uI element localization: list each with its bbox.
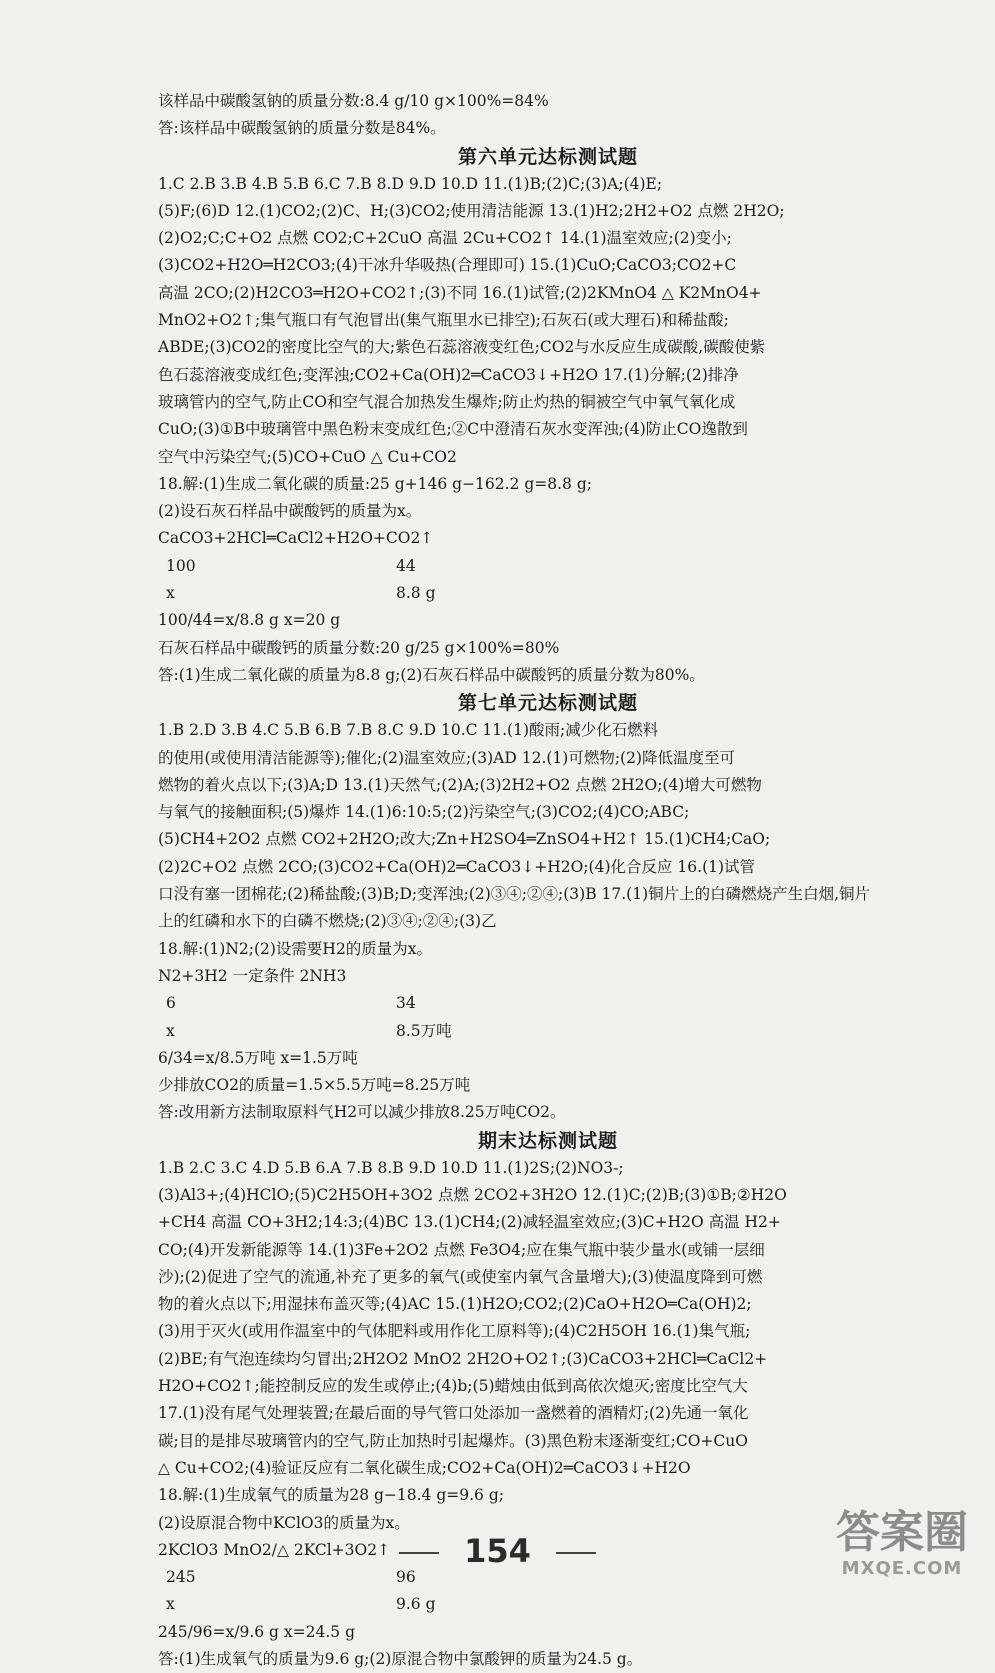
answer-line: 答:改用新方法制取原料气H2可以减少排放8.25万吨CO2。 xyxy=(158,1103,566,1122)
ratio-left: 100 xyxy=(166,556,196,575)
answer-line: CO;(4)开发新能源等 14.(1)3Fe+2O2 点燃 Fe3O4;应在集气瓶中装少量水(或铺一层细 xyxy=(158,1240,765,1259)
answer-line: 18.解:(1)生成二氧化碳的质量:25 g+146 g−162.2 g=8.8 g; xyxy=(158,474,592,493)
equation-ratio-row xyxy=(158,580,938,607)
answer-line: △ Cu+CO2;(4)验证反应有二氧化碳生成;CO2+Ca(OH)2═CaCO3↓+H2O xyxy=(158,1458,691,1477)
answer-line: 1.B 2.C 3.C 4.D 5.B 6.A 7.B 8.B 9.D 10.D 11.(1)2S;(2)NO3-; xyxy=(158,1158,624,1177)
answer-line: (2)BE;有气泡连续均匀冒出;2H2O2 MnO2 2H2O+O2↑;(3)CaCO3+2HCl═CaCl2+ xyxy=(158,1349,768,1368)
answer-line: CaCO3+2HCl═CaCl2+H2O+CO2↑ xyxy=(158,529,434,548)
ratio-right: 8.5万吨 xyxy=(396,1021,452,1040)
watermark-logo-text: 答案圈 xyxy=(836,1507,968,1558)
watermark-site: MXQE.COM xyxy=(841,1558,963,1579)
answer-line: 的使用(或使用清洁能源等);催化;(2)温室效应;(3)AD 12.(1)可燃物;(2)降低温度至可 xyxy=(158,748,736,767)
answer-line: (2)设石灰石样品中碳酸钙的质量为x。 xyxy=(158,502,422,521)
answer-line: 沙);(2)促进了空气的流通,补充了更多的氧气(或使室内氧气含量增大);(3)使温度降到可燃 xyxy=(158,1267,763,1286)
equation-ratio-row xyxy=(158,553,938,580)
answer-line: 物的着火点以下;用湿抹布盖灭等;(4)AC 15.(1)H2O;CO2;(2)CaO+H2O═Ca(OH)2; xyxy=(158,1295,752,1314)
answer-line: 色石蕊溶液变成红色;变浑浊;CO2+Ca(OH)2═CaCO3↓+H2O 17.(1)分解;(2)排净 xyxy=(158,365,739,384)
equation-ratio-row xyxy=(158,1591,938,1618)
answer-line: 该样品中碳酸氢钠的质量分数:8.4 g/10 g×100%=84% xyxy=(158,92,549,110)
answer-line: 少排放CO2的质量=1.5×5.5万吨=8.25万吨 xyxy=(158,1076,471,1095)
ratio-right: 44 xyxy=(396,556,416,575)
answer-line: +CH4 高温 CO+3H2;14:3;(4)BC 13.(1)CH4;(2)减轻温室效应;(3)C+H2O 高温 H2+ xyxy=(158,1213,781,1232)
answer-line: 与氧气的接触面积;(5)爆炸 14.(1)6:10:5;(2)污染空气;(3)CO2;(4)CO;ABC; xyxy=(158,803,690,822)
answer-line: 1.C 2.B 3.B 4.B 5.B 6.C 7.B 8.D 9.D 10.D 11.(1)B;(2)C;(3)A;(4)E; xyxy=(158,174,663,193)
equation-ratio-row xyxy=(158,1018,938,1045)
answer-line: 石灰石样品中碳酸钙的质量分数:20 g/25 g×100%=80% xyxy=(158,638,560,657)
answer-line: H2O+CO2↑;能控制反应的发生或停止;(4)b;(5)蜡烛由低到高依次熄灭;密度比空气大 xyxy=(158,1377,748,1396)
answer-line: (3)用于灭火(或用作温室中的气体肥料或用作化工原料等);(4)C2H5OH 16.(1)集气瓶; xyxy=(158,1322,751,1341)
ratio-left: 6 xyxy=(166,994,176,1013)
equation-ratio-row xyxy=(158,990,938,1017)
answer-line: 答:该样品中碳酸氢钠的质量分数是84%。 xyxy=(158,119,446,138)
answer-line: 2KClO3 MnO2/△ 2KCl+3O2↑ xyxy=(158,1540,391,1559)
answer-line: 空气中污染空气;(5)CO+CuO △ Cu+CO2 xyxy=(158,447,457,466)
ratio-right: 8.8 g xyxy=(396,584,436,603)
answer-line: 18.解:(1)N2;(2)设需要H2的质量为x。 xyxy=(158,939,433,958)
answer-line: 17.(1)没有尾气处理装置;在最后面的导气管口处添加一盏燃着的酒精灯;(2)先通一氧化 xyxy=(158,1404,749,1423)
answer-line: 18.解:(1)生成氧气的质量为28 g−18.4 g=9.6 g; xyxy=(158,1486,504,1505)
ratio-left: x xyxy=(166,1595,175,1614)
answer-line: (5)CH4+2O2 点燃 CO2+2H2O;改大;Zn+H2SO4═ZnSO4+H2↑ 15.(1)CH4;CaO; xyxy=(158,830,771,849)
ratio-left: x xyxy=(166,1021,175,1040)
ratio-left: x xyxy=(166,584,175,603)
section-title: 第六单元达标测试题 xyxy=(457,145,638,168)
answer-line: (2)2C+O2 点燃 2CO;(3)CO2+Ca(OH)2═CaCO3↓+H2O;(4)化合反应 16.(1)试管 xyxy=(158,857,756,876)
answer-line: 玻璃管内的空气,防止CO和空气混合加热发生爆炸;防止灼热的铜被空气中氧气氧化成 xyxy=(158,392,736,411)
answer-line: 答:(1)生成氧气的质量为9.6 g;(2)原混合物中氯酸钾的质量为24.5 g。 xyxy=(158,1650,643,1669)
answer-page xyxy=(158,88,938,1673)
answer-line: (2)设原混合物中KClO3的质量为x。 xyxy=(158,1513,410,1532)
answer-line: 245/96=x/9.6 g x=24.5 g xyxy=(158,1622,355,1641)
footer-dash-left xyxy=(399,1552,439,1554)
answer-line: 答:(1)生成二氧化碳的质量为8.8 g;(2)石灰石样品中碳酸钙的质量分数为80%。 xyxy=(158,665,705,684)
answer-line: 碳;目的是排尽玻璃管内的空气,防止加热时引起爆炸。(3)黑色粉末逐渐变红;CO+CuO xyxy=(158,1431,748,1450)
answer-line: 1.B 2.D 3.B 4.C 5.B 6.B 7.B 8.C 9.D 10.C 11.(1)酸雨;减少化石燃料 xyxy=(158,721,659,740)
answer-line: 6/34=x/8.5万吨 x=1.5万吨 xyxy=(158,1048,358,1067)
answer-line: MnO2+O2↑;集气瓶口有气泡冒出(集气瓶里水已排空);石灰石(或大理石)和稀盐酸; xyxy=(158,311,729,330)
ratio-right: 96 xyxy=(396,1568,416,1587)
section-title: 第七单元达标测试题 xyxy=(457,692,638,715)
answer-line: N2+3H2 一定条件 2NH3 xyxy=(158,966,347,985)
answer-line: 高温 2CO;(2)H2CO3═H2O+CO2↑;(3)不同 16.(1)试管;(2)2KMnO4 △ K2MnO4+ xyxy=(158,283,762,302)
answer-line: (3)CO2+H2O═H2CO3;(4)干冰升华吸热(合理即可) 15.(1)CuO;CaCO3;CO2+C xyxy=(158,256,737,275)
answer-line: (5)F;(6)D 12.(1)CO2;(2)C、H;(3)CO2;使用清洁能源 13.(1)H2;2H2+O2 点燃 2H2O; xyxy=(158,201,785,220)
answer-line: CuO;(3)①B中玻璃管中黑色粉末变成红色;②C中澄清石灰水变浑浊;(4)防止CO逸散到 xyxy=(158,420,748,439)
section-title: 期末达标测试题 xyxy=(477,1129,618,1152)
answer-line: (3)Al3+;(4)HClO;(5)C2H5OH+3O2 点燃 2CO2+3H2O 12.(1)C;(2)B;(3)①B;②H2O xyxy=(158,1185,787,1204)
answer-line: (2)O2;C;C+O2 点燃 CO2;C+2CuO 高温 2Cu+CO2↑ 14.(1)温室效应;(2)变小; xyxy=(158,229,732,248)
ratio-right: 34 xyxy=(396,994,416,1013)
ratio-left: 245 xyxy=(166,1568,196,1587)
answer-line: ABDE;(3)CO2的密度比空气的大;紫色石蕊溶液变红色;CO2与水反应生成碳酸,碳酸使紫 xyxy=(158,338,766,357)
footer-dash-right xyxy=(556,1552,596,1554)
answer-line: 燃物的着火点以下;(3)A;D 13.(1)天然气;(2)A;(3)2H2+O2 点燃 2H2O;(4)增大可燃物 xyxy=(158,775,762,794)
answer-line: 100/44=x/8.8 g x=20 g xyxy=(158,611,341,630)
answer-line: 上的红磷和水下的白磷不燃烧;(2)③④;②④;(3)乙 xyxy=(158,912,497,931)
page-number: 154 xyxy=(464,1532,531,1570)
ratio-right: 9.6 g xyxy=(396,1595,436,1614)
watermark-logo xyxy=(827,1508,977,1592)
answer-line: 口没有塞一团棉花;(2)稀盐酸;(3)B;D;变浑浊;(2)③④;②④;(3)B 17.(1)铜片上的白磷燃烧产生白烟,铜片 xyxy=(158,885,871,904)
